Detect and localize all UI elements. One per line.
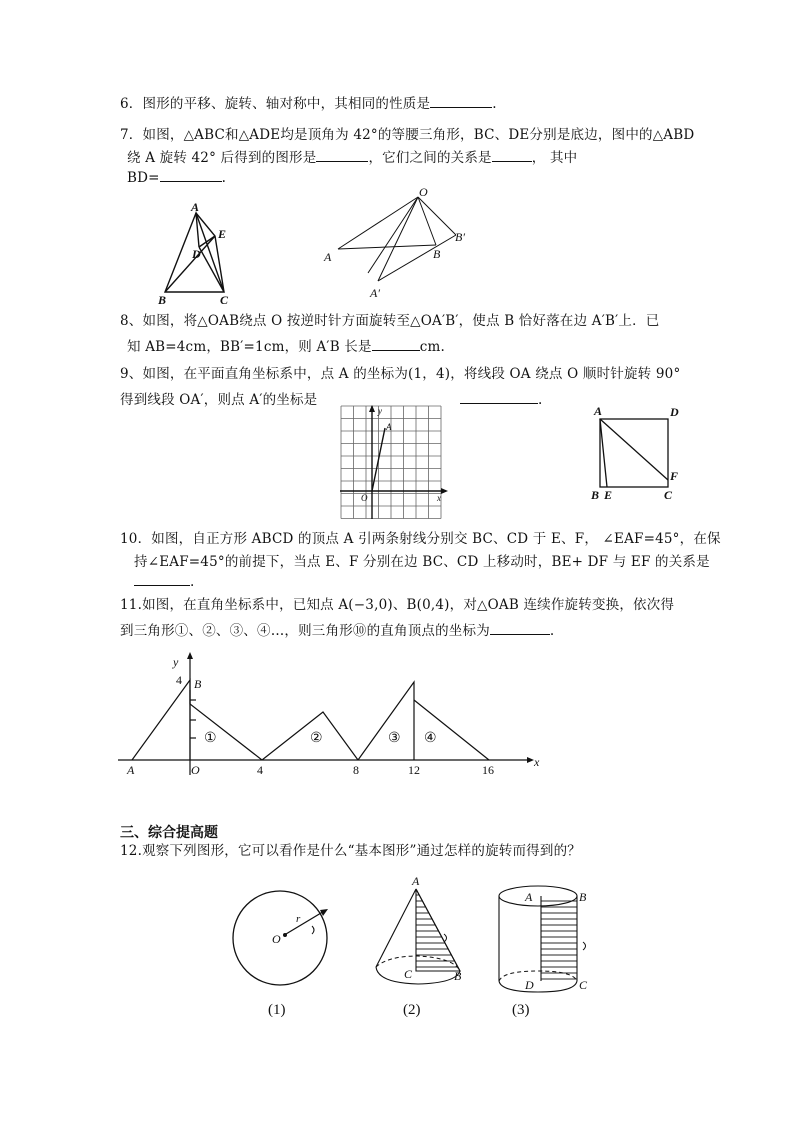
square-abcd xyxy=(600,419,668,487)
edge-a-b xyxy=(338,245,436,249)
q9-answer xyxy=(460,391,543,409)
fig9-label-y: y xyxy=(378,406,382,416)
section-3-heading: 三、综合提高题 xyxy=(120,825,218,841)
question-7-line1: 7．如图，△ABC和△ADE均是顶角为 42°的等腰三角形，BC、DE分别是底边，图中的△ABD xyxy=(120,127,695,143)
cylinder-hatched-rect xyxy=(541,896,577,981)
cylinder-figure xyxy=(499,886,588,992)
figure-12-solids xyxy=(228,868,603,1018)
question-10-line3 xyxy=(134,573,195,591)
triangle-oab xyxy=(132,680,190,760)
question-9-line1: 9、如图，在平面直角坐标系中，点 A 的坐标为(1，4)，将线段 OA 绕点 O 顺时针旋转 90° xyxy=(120,366,681,382)
q7-line2b: ，它们之间的关系是 xyxy=(368,150,492,166)
cone-figure xyxy=(376,874,462,984)
edge-o-bp xyxy=(418,197,456,235)
question-12: 12.观察下列图形，它可以看作是什么“基本图形”通过怎样的旋转而得到的？ xyxy=(120,843,581,859)
q9-end: . xyxy=(538,392,543,408)
fig7a-label-B: B xyxy=(158,293,167,307)
fig11-label-x: x xyxy=(534,755,540,769)
fig11-tri-1: ① xyxy=(204,731,217,746)
x-arrow xyxy=(441,488,448,494)
fig12-label-r: r xyxy=(296,913,301,925)
fig12-caption-3: (3) xyxy=(512,1002,530,1018)
edge-b-e xyxy=(165,236,215,292)
q7-line2a: 绕 A 旋转 42° 后得到的图形是 xyxy=(127,150,317,166)
fig10-label-C: C xyxy=(664,488,673,502)
ray-ae xyxy=(600,419,607,487)
edge-o-b xyxy=(418,197,436,245)
q6-answer-blank[interactable] xyxy=(430,95,492,108)
y-arrow xyxy=(187,652,193,659)
fig12-cyl-B: B xyxy=(579,890,587,904)
fig8-label-B: B xyxy=(433,247,441,261)
fig8-label-Ap: A′ xyxy=(370,286,380,300)
q6-end: . xyxy=(492,96,497,112)
fig12-cyl-A: A xyxy=(525,890,533,904)
fig11-tri-4: ④ xyxy=(424,731,437,746)
fig12-cone-C: C xyxy=(404,967,413,981)
q7-line3b: . xyxy=(221,170,227,186)
fig7a-label-C: C xyxy=(220,293,229,307)
question-11-line2 xyxy=(120,622,554,640)
figure-7-triangles xyxy=(150,200,245,310)
cone-left-edge xyxy=(376,889,416,967)
question-7-line3 xyxy=(127,169,226,187)
fig8-label-O: O xyxy=(419,185,428,199)
question-10-line1: 10．如图，自正方形 ABCD 的顶点 A 引两条射线分别交 BC、CD 于 E、F， ∠EAF=45°，在保 xyxy=(120,531,721,547)
fig10-label-F: F xyxy=(670,469,679,483)
figure-10-square xyxy=(585,402,690,502)
radius xyxy=(286,910,326,934)
fig12-cyl-D: D xyxy=(525,978,534,992)
cylinder-base-front xyxy=(499,981,577,992)
question-8-line1: 8、如图，将△OAB绕点 O 按逆时针方面旋转至△OA′B′，使点 B 恰好落在边 A′B′上．已 xyxy=(120,313,660,329)
fig12-cone-B: B xyxy=(454,969,462,983)
fig12-label-O: O xyxy=(272,932,281,946)
q10-answer-blank[interactable] xyxy=(134,573,190,586)
fig8-label-A: A xyxy=(324,250,332,264)
ray-af xyxy=(600,419,668,480)
q7-blank-2[interactable] xyxy=(492,149,532,162)
triangle-3 xyxy=(358,682,414,760)
q11-line2a: 到三角形①、②、③、④…，则三角形⑩的直角顶点的坐标为 xyxy=(120,623,490,639)
fig11-label-y: y xyxy=(173,655,179,669)
q7-blank-1[interactable] xyxy=(316,149,368,162)
question-8-line2 xyxy=(127,338,445,356)
fig11-tick-8: 8 xyxy=(353,763,359,777)
rotation-arrow-1 xyxy=(312,926,314,934)
fig7a-label-A: A xyxy=(191,200,200,214)
fig11-label-A: A xyxy=(127,763,135,777)
question-11-line1: 11.如图，在直角坐标系中，已知点 A(−3,0)、B(0,4)，对△OAB 连续作旋转变换，依次得 xyxy=(120,597,675,613)
question-10-line2: 持∠EAF=45°的前提下，当点 E、F 分别在边 BC、CD 上移动时，BE+ DF 与 EF 的关系是 xyxy=(134,554,710,570)
figure-11-rotations xyxy=(118,650,543,780)
fig11-label-O: O xyxy=(191,763,200,777)
fig12-caption-1: (1) xyxy=(268,1002,286,1018)
fig8-label-Bp: B′ xyxy=(455,230,465,244)
rotation-arrow-3 xyxy=(583,942,586,950)
question-7-line2 xyxy=(127,149,577,167)
fig11-tri-3: ③ xyxy=(388,731,401,746)
fig11-tri-2: ② xyxy=(310,731,323,746)
fig7a-label-D: D xyxy=(192,247,201,261)
q7-blank-3[interactable] xyxy=(160,169,222,182)
x-arrow xyxy=(527,757,534,763)
q9-answer-blank[interactable] xyxy=(460,391,538,404)
question-6 xyxy=(120,95,497,113)
fig9-label-x: x xyxy=(437,493,441,503)
triangle-1 xyxy=(190,690,262,760)
fig10-label-D: D xyxy=(670,405,679,419)
edge-ap-bp xyxy=(378,235,456,281)
fig11-label-4: 4 xyxy=(176,673,182,687)
fig11-tick-4: 4 xyxy=(257,763,263,777)
fig12-cyl-C: C xyxy=(579,978,588,992)
fig12-caption-2: (2) xyxy=(403,1002,421,1018)
q8-line2b: cm. xyxy=(419,339,445,355)
fig7a-label-E: E xyxy=(218,227,227,241)
q8-answer-blank[interactable] xyxy=(372,338,420,351)
q6-text: 6．图形的平移、旋转、轴对称中，其相同的性质是 xyxy=(120,96,431,112)
fig12-cone-A: A xyxy=(412,874,420,888)
fig9-label-O: O xyxy=(361,493,368,503)
fig10-label-B: B xyxy=(591,488,600,502)
q8-line2a: 知 AB=4cm，BB′=1cm，则 A′B 长是 xyxy=(127,339,372,355)
question-9-line2: 得到线段 OA′，则点 A′的坐标是 xyxy=(120,392,318,408)
figure-9-grid xyxy=(338,403,450,523)
fig11-tick-16: 16 xyxy=(482,763,494,777)
q7-line2c: ， 其中 xyxy=(531,150,578,166)
fig11-tick-12: 12 xyxy=(408,763,420,777)
q10-end: . xyxy=(190,574,195,590)
q7-line3a: BD= xyxy=(127,170,160,186)
fig10-label-E: E xyxy=(604,488,613,502)
triangle-4 xyxy=(414,700,489,760)
fig10-label-A: A xyxy=(594,404,603,418)
figure-8-rotation xyxy=(318,185,478,305)
fig9-label-A: A xyxy=(386,422,392,432)
circle-figure xyxy=(233,891,328,985)
center-dot xyxy=(283,933,287,937)
q11-line2b: . xyxy=(549,623,555,639)
q11-answer-blank[interactable] xyxy=(490,622,550,635)
fig11-label-B: B xyxy=(194,677,202,691)
